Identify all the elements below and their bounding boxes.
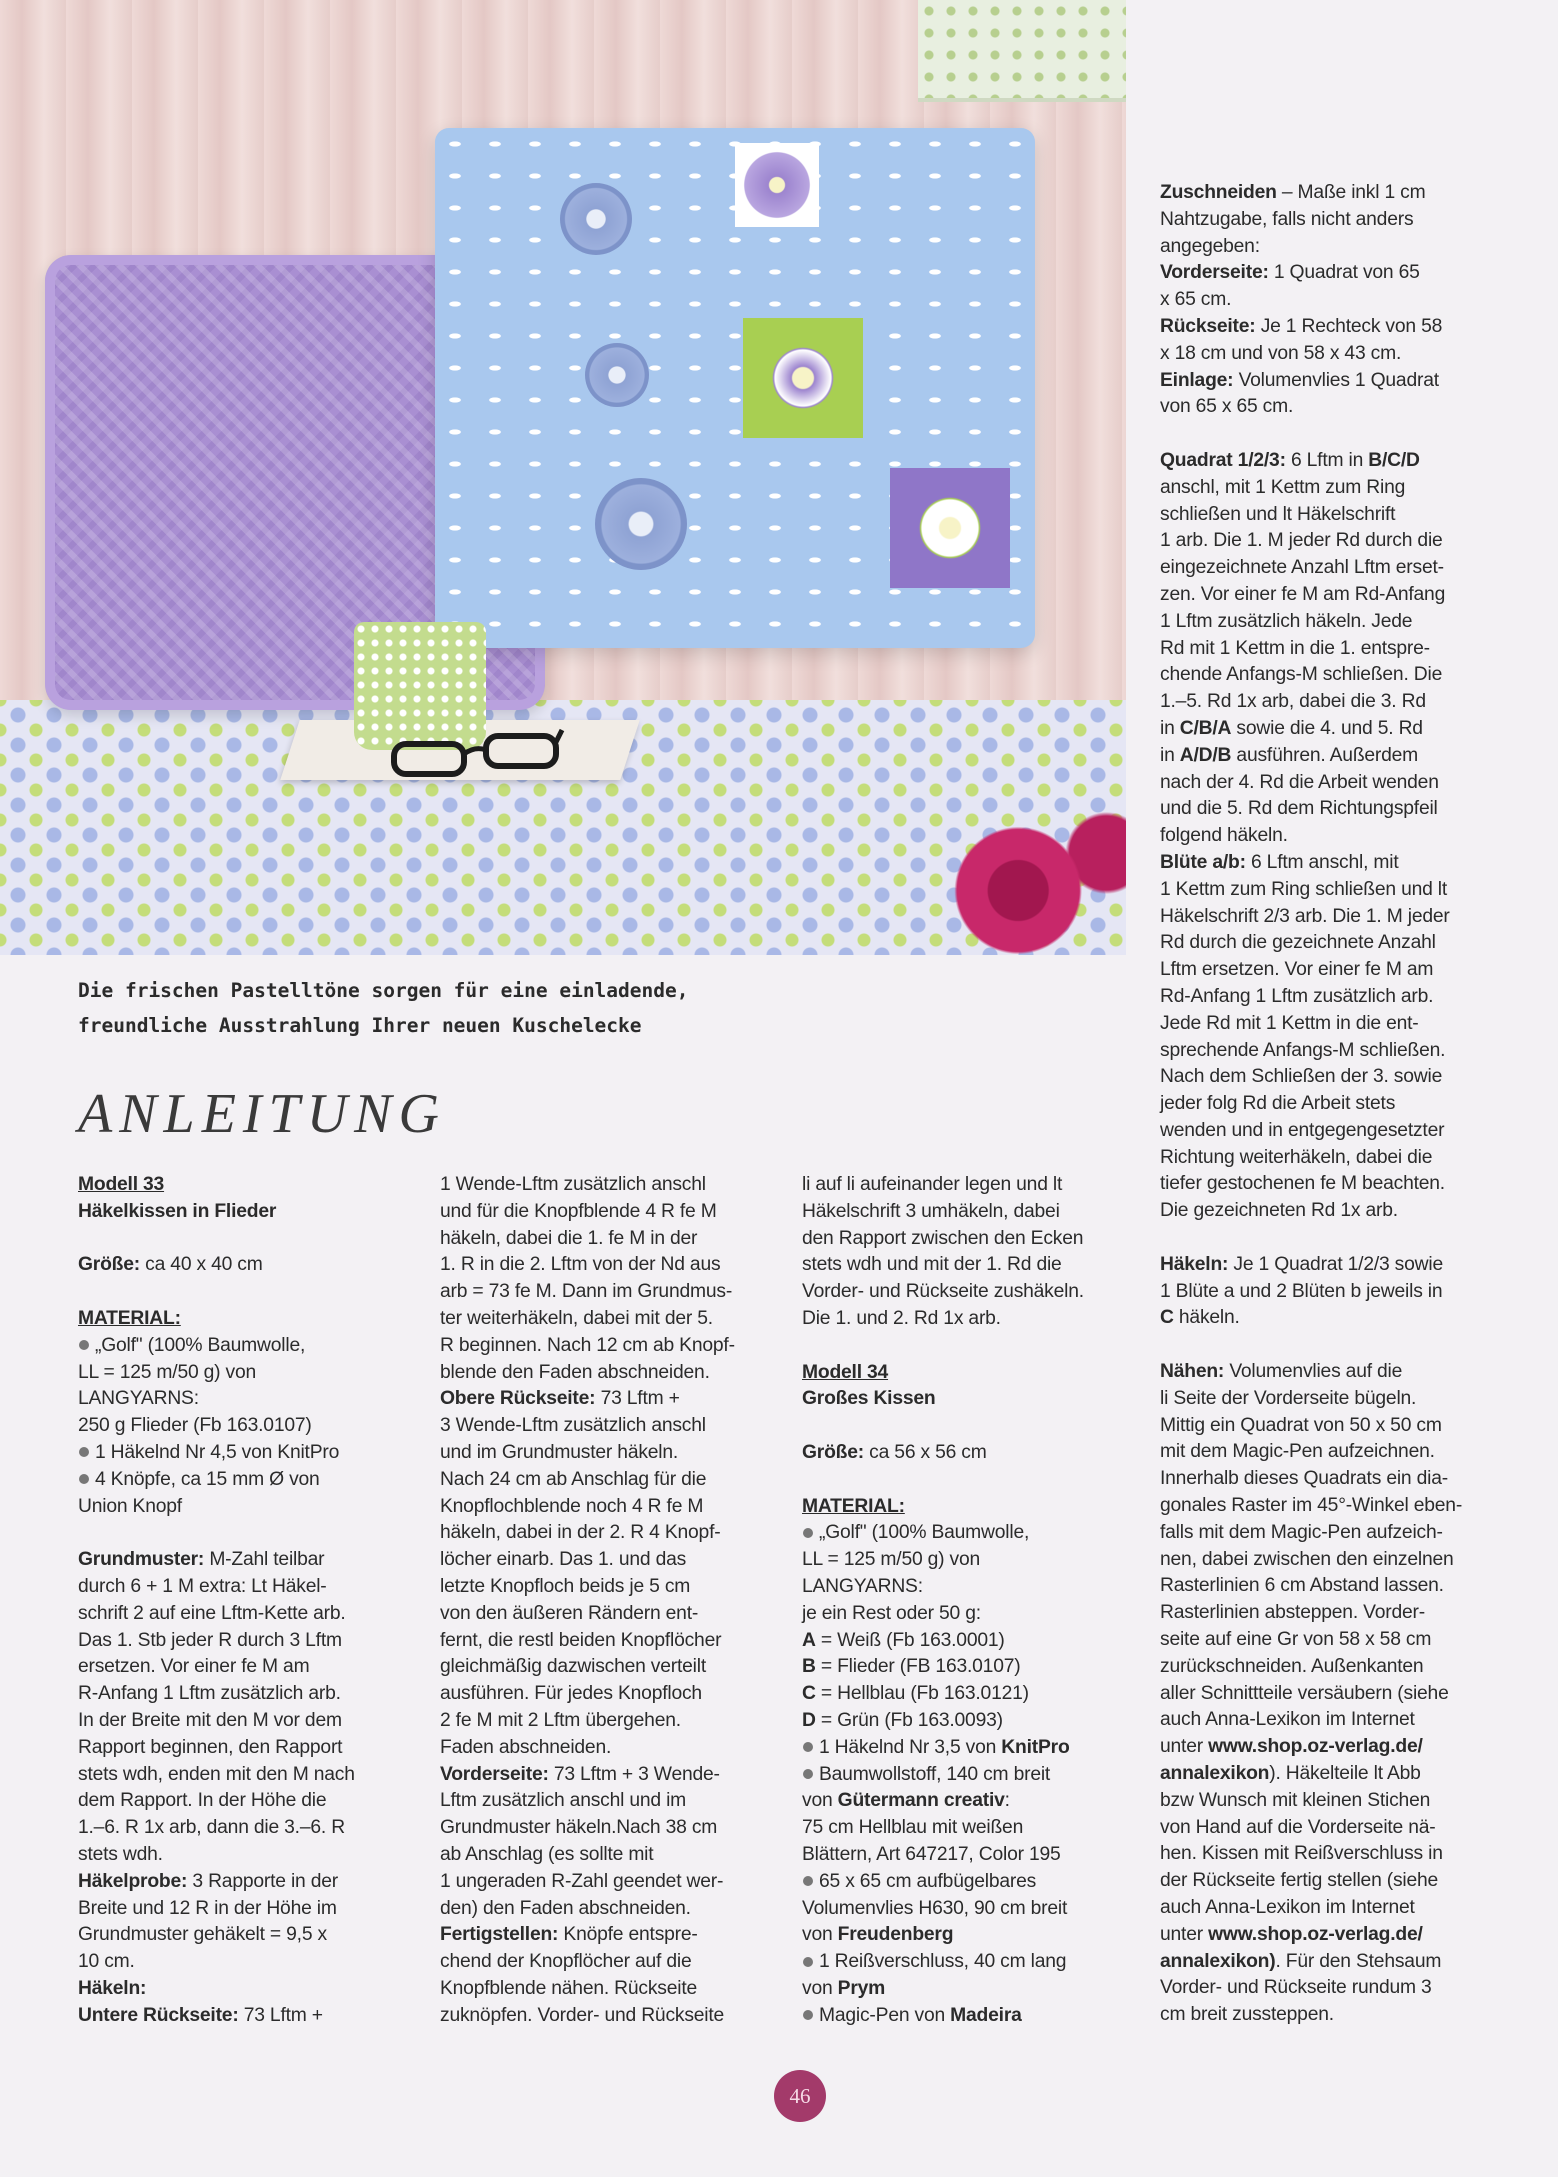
text-line: unter www.shop.oz-verlag.de/ [1160,1736,1423,1758]
text-line: ab Anschlag (es sollte mit [440,1843,654,1865]
text-line: dem Rapport. In der Höhe die [78,1790,327,1812]
blue-cushion [435,128,1035,648]
model-number: Modell 33 [78,1174,165,1195]
text-line: gleichmäßig dazwischen verteilt [440,1656,706,1678]
text-line: 3 Wende-Lftm zusätzlich anschl [440,1415,706,1437]
page-number: 46 [774,2070,826,2122]
bullet-icon [803,1957,813,1967]
text-line: annalexikon). Häkelteile lt Abb [1160,1763,1421,1785]
model-name: Häkelkissen in Flieder [78,1200,277,1222]
text-line: 2 fe M mit 2 Lftm übergehen. [440,1709,681,1731]
text-line: Grundmuster: M-Zahl teilbar [78,1549,325,1571]
text-line: Vorderseite: 1 Quadrat von 65 [1160,262,1420,284]
text-line: Rd-Anfang 1 Lftm zusätzlich arb. [1160,985,1434,1007]
bullet-icon [79,1340,89,1350]
text-line: Häkelprobe: 3 Rapporte in der [78,1870,338,1892]
text-line: Nach dem Schließen der 3. sowie [1160,1066,1443,1088]
bullet-icon [803,1769,813,1779]
material-item: „Golf" (100% Baumwolle, [802,1520,1142,1547]
material-item: von Gütermann creativ: [802,1790,1010,1812]
bullet-icon [803,1876,813,1886]
material-item: 1 Häkelnd Nr 4,5 von KnitPro [78,1440,418,1467]
text-line: In der Breite mit den M vor dem [78,1709,342,1731]
text-line: angegeben: [1160,235,1260,257]
text-line: schrift 2 auf eine Lftm-Kette arb. [78,1602,346,1624]
text-line: wenden und in entgegengesetzter [1160,1119,1445,1141]
text-line: mit dem Magic-Pen aufzeichnen. [1160,1441,1435,1463]
text-line: ausführen. Für jedes Knopfloch [440,1683,702,1705]
text-line: hen. Kissen mit Reißverschluss in [1160,1843,1443,1865]
text-line: von 65 x 65 cm. [1160,396,1294,418]
material-item: LL = 125 m/50 g) von [78,1361,257,1383]
text-line: gonales Raster im 45°-Winkel eben- [1160,1495,1463,1517]
text-line: zen. Vor einer fe M am Rd-Anfang [1160,583,1446,605]
text-line: 10 cm. [78,1951,135,1973]
text-line: häkeln, dabei die 1. fe M in der [440,1227,698,1249]
text-line: Rasterlinien absteppen. Vorder- [1160,1602,1425,1624]
material-label: MATERIAL: [78,1307,181,1329]
text-line: Nähen: Volumenvlies auf die [1160,1361,1403,1383]
column-1 [78,1172,418,2030]
text-line: blende den Faden abschneiden. [440,1361,710,1383]
text-line: ter weiterhäkeln, dabei mit der 5. [440,1307,713,1329]
text-line: Lftm ersetzen. Vor einer fe M am [1160,959,1434,981]
text-line: Häkeln: [78,1977,147,1999]
material-item: 1 Reißverschluss, 40 cm lang [802,1949,1142,1976]
text-line: von Hand auf die Vorderseite nä- [1160,1816,1436,1838]
material-item: von Prym [802,1977,886,1999]
text-line: cm breit zussteppen. [1160,2004,1334,2026]
size-line: Größe: ca 56 x 56 cm [802,1441,987,1463]
text-line: Rasterlinien 6 cm Abstand lassen. [1160,1575,1444,1597]
text-line: anschl, mit 1 Kettm zum Ring [1160,476,1406,498]
text-line: folgend häkeln. [1160,825,1288,847]
color-item: D = Grün (Fb 163.0093) [802,1709,1003,1731]
material-item: je ein Rest oder 50 g: [802,1602,981,1624]
size-line: Größe: ca 40 x 40 cm [78,1254,263,1276]
shop-link[interactable]: www.shop.oz-verlag.de/ [1208,1923,1423,1945]
text-line: schließen und lt Häkelschrift [1160,503,1396,525]
text-line: den Rapport zwischen den Ecken [802,1227,1084,1249]
text-line: chende Anfangs-M schließen. Die [1160,664,1443,686]
text-line: x 65 cm. [1160,289,1232,311]
text-line: fernt, die restl beiden Knopflöcher [440,1629,722,1651]
material-item: LANGYARNS: [802,1575,923,1597]
text-line: sprechende Anfangs-M schließen. [1160,1039,1446,1061]
text-line: 1.–6. R 1x arb, dann die 3.–6. R [78,1817,345,1839]
color-item: A = Weiß (Fb 163.0001) [802,1629,1005,1651]
text-line: 1 ungeraden R-Zahl geendet wer- [440,1870,724,1892]
text-line: Mittig ein Quadrat von 50 x 50 cm [1160,1414,1442,1436]
text-line: Lftm zusätzlich anschl und im [440,1790,687,1812]
material-item: Union Knopf [78,1495,182,1517]
photo-caption [78,973,978,1043]
text-line: Grundmuster gehäkelt = 9,5 x [78,1924,327,1946]
material-label: MATERIAL: [802,1495,905,1517]
text-line: zurückschneiden. Außenkanten [1160,1655,1424,1677]
pink-flower [930,808,1126,955]
column-3 [802,1172,1142,2030]
material-item: „Golf" (100% Baumwolle, [78,1333,418,1360]
material-item: 4 Knöpfe, ca 15 mm Ø von [78,1467,418,1494]
text-line: Breite und 12 R in der Höhe im [78,1897,337,1919]
text-line: nen, dabei zwischen den einzelnen [1160,1548,1454,1570]
cushion-photo [0,0,1126,955]
text-line: stets wdh, enden mit den M nach [78,1763,355,1785]
text-line: falls mit dem Magic-Pen aufzeich- [1160,1521,1443,1543]
patterned-fabric [918,0,1126,102]
material-item: 65 x 65 cm aufbügelbares [802,1869,1142,1896]
text-line: stets wdh und mit der 1. Rd die [802,1254,1062,1276]
text-line: arb = 73 fe M. Dann im Grundmus- [440,1281,733,1303]
granny-square [743,318,863,438]
text-line: zuknöpfen. Vorder- und Rückseite [440,2004,725,2026]
text-line: Rapport beginnen, den Rapport [78,1736,343,1758]
text-line: auch Anna-Lexikon im Internet [1160,1897,1415,1918]
bullet-icon [803,1528,813,1538]
bullet-icon [803,1742,813,1752]
material-item: von Freudenberg [802,1924,954,1946]
material-item: 75 cm Hellblau mit weißen [802,1817,1024,1839]
text-line: Knopflochblende noch 4 R fe M [440,1495,704,1517]
text-line: bzw Wunsch mit kleinen Stichen [1160,1789,1431,1811]
shop-link[interactable]: www.shop.oz-verlag.de/ [1208,1736,1423,1758]
bullet-icon [79,1447,89,1457]
granny-square [890,468,1010,588]
bullet-icon [79,1474,89,1484]
text-line: li Seite der Vorderseite bügeln. [1160,1387,1417,1409]
text-line: Nach 24 cm ab Anschlag für die [440,1468,707,1490]
flower-motif [595,478,687,570]
text-line: unter www.shop.oz-verlag.de/ [1160,1923,1423,1945]
text-line: 1 arb. Die 1. M jeder Rd durch die [1160,530,1443,552]
text-line: Fertigstellen: Knöpfe entspre- [440,1924,698,1946]
text-line: in A/D/B ausführen. Außerdem [1160,744,1419,766]
text-line: Jede Rd mit 1 Kettm in die ent- [1160,1012,1419,1034]
text-line: eingezeichnete Anzahl Lftm erset- [1160,557,1444,579]
text-line: Zuschneiden – Maße inkl 1 cm [1160,182,1426,203]
color-item: B = Flieder (FB 163.0107) [802,1656,1021,1678]
text-line: Rd durch die gezeichnete Anzahl [1160,932,1436,954]
material-item: Baumwollstoff, 140 cm breit [802,1762,1142,1789]
flower-motif [560,183,632,255]
text-line: 1.–5. Rd 1x arb, dabei die 3. Rd [1160,691,1426,713]
caption-line: freundliche Ausstrahlung Ihrer neuen Kuschelecke [78,1014,642,1037]
text-line: Quadrat 1/2/3: 6 Lftm in B/C/D [1160,449,1420,471]
text-line: aller Schnittteile versäubern (siehe [1160,1682,1449,1704]
text-line: li auf li aufeinander legen und lt [802,1174,1063,1195]
text-line: Rd mit 1 Kettm in die 1. entspre- [1160,637,1430,659]
column-2 [440,1172,790,2030]
text-line: Einlage: Volumenvlies 1 Quadrat [1160,369,1439,391]
text-line: Innerhalb dieses Quadrats ein dia- [1160,1468,1448,1490]
text-line: den) den Faden abschneiden. [440,1897,691,1919]
text-line: Knopfblende nähen. Rückseite [440,1977,698,1999]
text-line: 1 Wende-Lftm zusätzlich anschl [440,1174,706,1195]
text-line: 1 Blüte a und 2 Blüten b jeweils in [1160,1280,1443,1302]
material-item: LANGYARNS: [78,1388,199,1410]
text-line: Faden abschneiden. [440,1736,612,1758]
material-item: Magic-Pen von Madeira [802,2003,1142,2030]
text-line: Vorderseite: 73 Lftm + 3 Wende- [440,1763,720,1785]
text-line: Richtung weiterhäkeln, dabei die [1160,1146,1433,1168]
text-line: seite auf eine Gr von 58 x 58 cm [1160,1629,1432,1651]
bullet-icon [803,2010,813,2020]
text-line: ersetzen. Vor einer fe M am [78,1656,310,1678]
text-line: C häkeln. [1160,1307,1240,1329]
text-line: Häkelschrift 3 umhäkeln, dabei [802,1200,1060,1222]
text-line: Rückseite: Je 1 Rechteck von 58 [1160,315,1443,337]
text-line: jeder folg Rd die Arbeit stets [1160,1093,1396,1115]
text-line: Obere Rückseite: 73 Lftm + [440,1388,680,1410]
model-name: Großes Kissen [802,1388,936,1410]
text-line: stets wdh. [78,1843,163,1865]
section-heading: ANLEITUNG [78,1083,446,1145]
text-line: und für die Knopfblende 4 R fe M [440,1200,717,1222]
material-item: LL = 125 m/50 g) von [802,1549,981,1571]
color-item: C = Hellblau (Fb 163.0121) [802,1683,1029,1705]
text-line: Häkelschrift 2/3 arb. Die 1. M jeder [1160,905,1450,927]
text-line: x 18 cm und von 58 x 43 cm. [1160,342,1402,364]
text-line: letzte Knopfloch beids je 5 cm [440,1575,691,1597]
text-line: der Rückseite fertig stellen (siehe [1160,1870,1439,1892]
text-line: Häkeln: Je 1 Quadrat 1/2/3 sowie [1160,1253,1443,1275]
text-line: chend der Knopflöcher auf die [440,1951,692,1973]
glasses [390,728,565,780]
column-4 [1160,180,1540,2029]
material-item: Volumenvlies H630, 90 cm breit [802,1897,1068,1919]
text-line: durch 6 + 1 M extra: Lt Häkel- [78,1575,327,1597]
text-line: von den äußeren Rändern ent- [440,1602,699,1624]
text-line: annalexikon). Für den Stehsaum [1160,1950,1442,1972]
model-number: Modell 34 [802,1361,889,1383]
text-line: R-Anfang 1 Lftm zusätzlich arb. [78,1683,341,1705]
text-line: und im Grundmuster häkeln. [440,1441,679,1463]
text-line: R beginnen. Nach 12 cm ab Knopf- [440,1334,735,1356]
text-line: häkeln, dabei in der 2. R 4 Knopf- [440,1522,721,1544]
text-line: Vorder- und Rückseite rundum 3 [1160,1977,1432,1999]
material-item: Blättern, Art 647217, Color 195 [802,1843,1061,1865]
text-line: nach der 4. Rd die Arbeit wenden [1160,771,1439,793]
text-line: löcher einarb. Das 1. und das [440,1549,687,1571]
text-line: Die gezeichneten Rd 1x arb. [1160,1200,1398,1222]
text-line: Nahtzugabe, falls nicht anders [1160,208,1414,230]
text-line: Untere Rückseite: 73 Lftm + [78,2004,323,2026]
caption-line: Die frischen Pastelltöne sorgen für eine einladende, [78,979,689,1002]
text-line: 1. R in die 2. Lftm von der Nd aus [440,1254,721,1276]
material-item: 1 Häkelnd Nr 3,5 von KnitPro [802,1735,1142,1762]
text-line: in C/B/A sowie die 4. und 5. Rd [1160,717,1423,739]
text-line: tiefer gestochenen fe M beachten. [1160,1173,1445,1195]
text-line: und die 5. Rd dem Richtungspfeil [1160,798,1438,820]
text-line: Vorder- und Rückseite zushäkeln. [802,1281,1084,1303]
material-item: 250 g Flieder (Fb 163.0107) [78,1415,312,1437]
text-line: 1 Kettm zum Ring schließen und lt [1160,878,1448,900]
text-line: Die 1. und 2. Rd 1x arb. [802,1307,1001,1329]
text-line: auch Anna-Lexikon im Internet [1160,1709,1415,1731]
text-line: Grundmuster häkeln.Nach 38 cm [440,1817,718,1839]
text-line: 1 Lftm zusätzlich häkeln. Jede [1160,610,1413,632]
flower-motif [585,343,649,407]
granny-square [735,143,819,227]
text-line: Blüte a/b: 6 Lftm anschl, mit [1160,851,1399,873]
text-line: Das 1. Stb jeder R durch 3 Lftm [78,1629,342,1651]
